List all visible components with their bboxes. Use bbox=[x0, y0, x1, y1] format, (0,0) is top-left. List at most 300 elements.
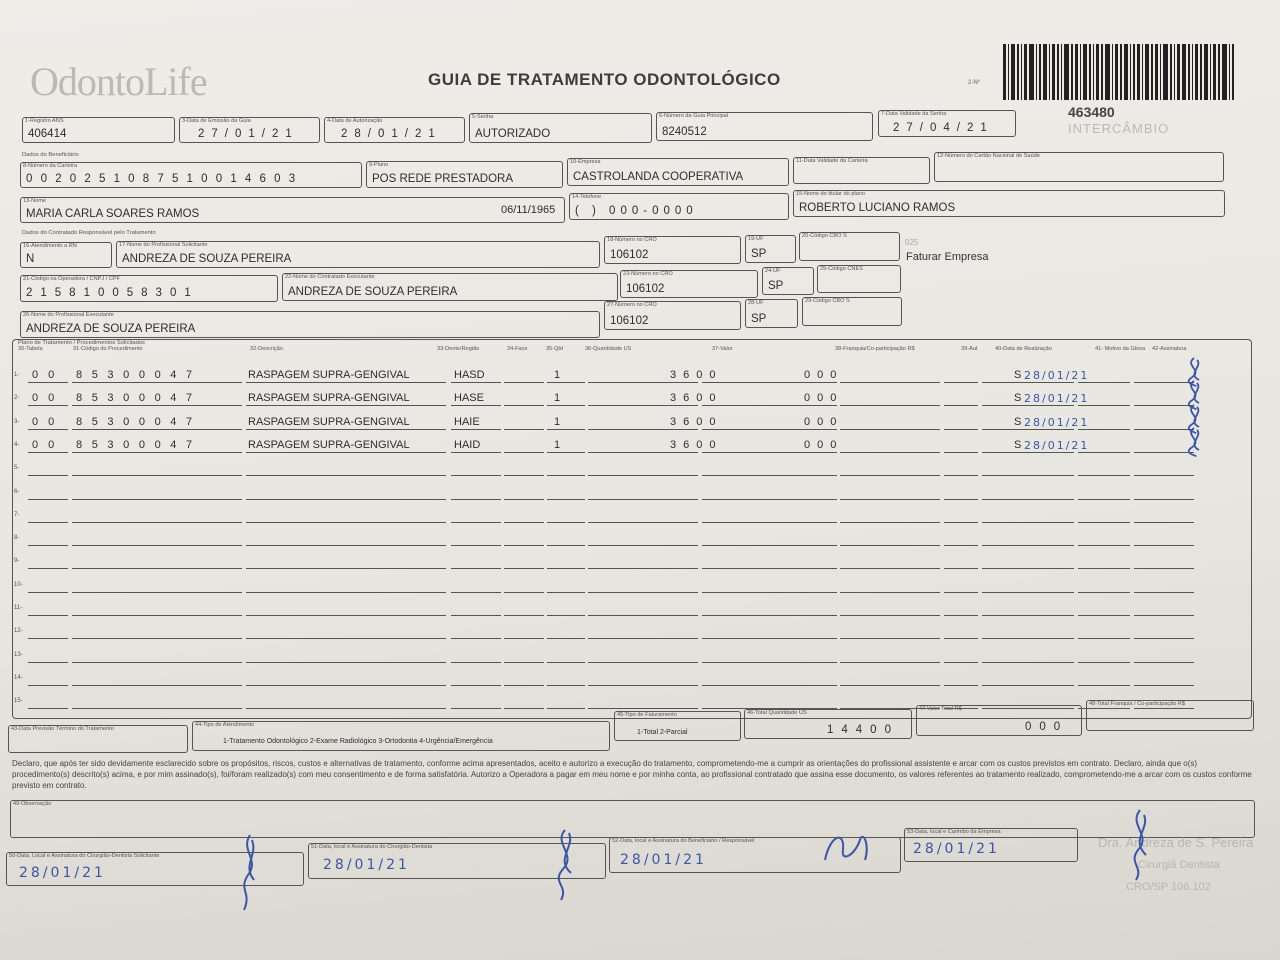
field-value: POS REDE PRESTADORA bbox=[372, 173, 514, 185]
cell-underline bbox=[504, 382, 544, 383]
field-value: SP bbox=[768, 280, 784, 292]
cell-underline bbox=[451, 685, 501, 686]
field-data-autorizacao[interactable] bbox=[324, 117, 465, 143]
field-label: 18-Número no CRO bbox=[607, 237, 657, 243]
guia-number: 463480 bbox=[1068, 104, 1115, 120]
cell-underline bbox=[944, 475, 978, 476]
cell-aut: S bbox=[1014, 438, 1022, 451]
cell-quantidade-us: 3600 bbox=[670, 438, 723, 451]
field-profissional-solicitante[interactable] bbox=[116, 241, 600, 268]
table-row[interactable] bbox=[14, 599, 1249, 619]
table-row[interactable] bbox=[14, 459, 1249, 479]
cell-quantidade-us: 3600 bbox=[670, 415, 723, 428]
field-tipo-faturamento[interactable] bbox=[614, 711, 741, 741]
field-tipo-atendimento[interactable] bbox=[192, 721, 610, 751]
cell-underline bbox=[588, 452, 698, 453]
field-numero-carteira[interactable] bbox=[20, 162, 362, 188]
row-number: 8- bbox=[14, 535, 20, 542]
cell-underline bbox=[1078, 522, 1130, 523]
cell-underline bbox=[702, 475, 837, 476]
field-valor-total[interactable] bbox=[916, 705, 1082, 736]
cell-underline bbox=[588, 522, 698, 523]
cell-aut: S bbox=[1014, 392, 1022, 405]
cell-descricao: RASPAGEM SUPRA-GENGIVAL bbox=[248, 369, 410, 381]
field-value: AUTORIZADO bbox=[475, 128, 551, 140]
cell-underline bbox=[1134, 638, 1194, 639]
cell-underline bbox=[588, 592, 698, 593]
cell-tabela: 00 bbox=[32, 392, 65, 405]
field-value: 27/04/21 bbox=[893, 122, 994, 134]
cell-underline bbox=[840, 405, 940, 406]
company-logo: OdontoLife bbox=[30, 59, 207, 104]
cell-underline bbox=[246, 499, 446, 500]
row-number: 10- bbox=[14, 581, 23, 588]
cell-underline bbox=[1134, 568, 1194, 569]
field-value: SP bbox=[751, 313, 767, 325]
cell-underline bbox=[702, 662, 837, 663]
field-validade-carteira[interactable] bbox=[793, 157, 930, 184]
cell-underline bbox=[588, 382, 698, 383]
cell-descricao: RASPAGEM SUPRA-GENGIVAL bbox=[248, 438, 410, 451]
faturar-empresa-note: Faturar Empresa bbox=[906, 251, 989, 263]
cell-underline bbox=[840, 662, 940, 663]
guia-number-label: 2-Nº bbox=[968, 80, 980, 86]
row-number: 14- bbox=[14, 674, 23, 681]
table-row[interactable] bbox=[14, 389, 1249, 409]
field-label: 9-Plano bbox=[369, 162, 389, 168]
field-empresa[interactable] bbox=[567, 158, 789, 186]
cell-underline bbox=[982, 615, 1074, 616]
row-number: 12- bbox=[14, 628, 23, 635]
field-label: 49-Observação bbox=[13, 801, 52, 807]
cell-underline bbox=[246, 475, 446, 476]
field-label: 44-Tipo de Atendimento bbox=[195, 722, 255, 728]
table-row[interactable] bbox=[14, 436, 1249, 456]
field-label: 24-UF bbox=[765, 268, 781, 274]
cell-tabela: 00 bbox=[32, 415, 65, 428]
field-label: 46-Total Quantidade US bbox=[747, 710, 807, 716]
cell-underline bbox=[702, 429, 837, 430]
cell-qtd: 1 bbox=[554, 392, 561, 405]
field-label: 25-Código CNES bbox=[820, 266, 863, 272]
cell-underline bbox=[28, 382, 68, 383]
cell-underline bbox=[246, 429, 446, 430]
cell-underline bbox=[547, 615, 585, 616]
cell-underline bbox=[702, 545, 837, 546]
cell-underline bbox=[28, 452, 68, 453]
cell-underline bbox=[547, 382, 585, 383]
cell-underline bbox=[982, 685, 1074, 686]
cell-underline bbox=[1134, 522, 1194, 523]
handwritten-date: 28/01/21 bbox=[620, 852, 707, 868]
cell-underline bbox=[1078, 638, 1130, 639]
cell-underline bbox=[72, 592, 242, 593]
cell-underline bbox=[702, 685, 837, 686]
field-label: 29-Código CBO S bbox=[805, 298, 850, 304]
field-label: 21-Código na Operadora / CNPJ / CPF bbox=[23, 276, 121, 282]
col-header-glosa: 41- Motivo da Glosa bbox=[1095, 346, 1146, 352]
cell-underline bbox=[588, 545, 698, 546]
field-uf-executante[interactable] bbox=[762, 267, 814, 295]
table-row[interactable] bbox=[14, 576, 1249, 596]
barcode-image bbox=[1003, 44, 1261, 100]
cell-underline bbox=[504, 452, 544, 453]
section-contratado: Dados do Contratado Responsável pelo Tratamento bbox=[22, 230, 156, 236]
cell-underline bbox=[944, 592, 978, 593]
cell-tabela: 00 bbox=[32, 369, 65, 381]
cell-underline bbox=[28, 592, 68, 593]
cell-underline bbox=[588, 429, 698, 430]
field-label: 12-Número do Cartão Nacional de Saúde bbox=[937, 153, 1040, 159]
field-label: 22-Nome do Contratado Executante bbox=[285, 274, 375, 280]
cell-descricao: RASPAGEM SUPRA-GENGIVAL bbox=[248, 415, 410, 428]
field-cartao-nacional-saude[interactable] bbox=[934, 152, 1224, 182]
cell-underline bbox=[451, 475, 501, 476]
cell-underline bbox=[28, 429, 68, 430]
field-validade-senha[interactable] bbox=[878, 110, 1016, 137]
field-carimbo-empresa[interactable] bbox=[904, 828, 1078, 862]
cell-underline bbox=[1078, 615, 1130, 616]
declaration-text: Declaro, que após ter sido devidamente esclarecido sobre os propósitos, riscos, custos e alternativas de tratamento, conforme acima apresentados, aceito e autorizo a execução do tratamento, comprometendo-me a cumprir as orientações do profissional assistente e arcar com os custos previstos em contrato. Declaro, ainda que o(s) procedimento(s) descrito(s) acima, e por mim assinado(s), foi/foram realizado(s) com meu consentimento e de forma satisfatória. Autorizo a Operadora a pagar em meu nome e por minha conta, ao profissional contratado que assina esse documento, os valores referentes ao tratamento realizado, comprometendo-me a arcar com os custos conforme previsto em contrato. bbox=[12, 759, 1252, 790]
row-number: 2- bbox=[14, 395, 20, 402]
cell-underline bbox=[944, 499, 978, 500]
field-label: 48-Total Franquia / Co-participação R$ bbox=[1089, 701, 1186, 707]
cell-underline bbox=[702, 405, 837, 406]
table-row[interactable] bbox=[14, 646, 1249, 666]
cell-dente: HAID bbox=[454, 438, 481, 451]
cell-dente: HAIE bbox=[454, 415, 480, 428]
field-cnes[interactable] bbox=[817, 265, 901, 293]
cell-underline bbox=[504, 545, 544, 546]
table-row[interactable] bbox=[14, 506, 1249, 526]
cell-underline bbox=[504, 615, 544, 616]
field-label: 23-Número no CRO bbox=[623, 271, 673, 277]
field-value: 28/01/21 bbox=[341, 128, 442, 140]
cell-qtd: 1 bbox=[554, 438, 561, 451]
cell-quantidade-us: 3600 bbox=[670, 392, 723, 405]
field-total-quantidade-us[interactable] bbox=[744, 709, 912, 739]
table-row[interactable] bbox=[14, 529, 1249, 549]
col-header-data-realizacao: 40-Data de Realização bbox=[995, 346, 1052, 352]
cell-underline bbox=[1134, 499, 1194, 500]
cell-underline bbox=[72, 429, 242, 430]
col-header-tabela: 30-Tabela bbox=[18, 346, 43, 352]
row-number: 5- bbox=[14, 465, 20, 472]
cell-underline bbox=[840, 592, 940, 593]
row-number: 4- bbox=[14, 441, 20, 448]
birth-date: 06/11/1965 bbox=[501, 204, 556, 216]
cell-underline bbox=[246, 615, 446, 616]
col-header-qtd-us: 36-Quantidade US bbox=[585, 346, 632, 352]
field-value: 8240512 bbox=[662, 126, 707, 138]
cell-underline bbox=[28, 405, 68, 406]
cell-underline bbox=[72, 382, 242, 383]
cell-underline bbox=[504, 708, 544, 709]
cell-underline bbox=[944, 452, 978, 453]
cell-valor: 000 bbox=[804, 438, 844, 451]
cell-underline bbox=[246, 568, 446, 569]
cell-dente: HASD bbox=[454, 369, 485, 381]
field-label: 1-Registro ANS bbox=[25, 118, 64, 124]
row-number: 13- bbox=[14, 651, 23, 658]
field-label: 16-Atendimento a RN bbox=[23, 243, 77, 249]
field-value: ANDREZA DE SOUZA PEREIRA bbox=[26, 323, 196, 335]
field-options: 1-Total 2-Parcial bbox=[637, 729, 688, 736]
cell-underline bbox=[547, 405, 585, 406]
cell-underline bbox=[504, 638, 544, 639]
field-options: 1-Tratamento Odontológico 2-Exame Radiológico 3-Ortodontia 4-Urgência/Emergência bbox=[223, 738, 493, 745]
cell-underline bbox=[547, 685, 585, 686]
row-number: 9- bbox=[14, 558, 20, 565]
cell-underline bbox=[72, 499, 242, 500]
field-data-emissao[interactable] bbox=[179, 117, 320, 143]
stamp-name: Dra. Andreza de S. Pereira bbox=[1098, 835, 1254, 850]
cell-underline bbox=[504, 405, 544, 406]
cell-qtd: 1 bbox=[554, 415, 561, 428]
field-uf-profissional[interactable] bbox=[745, 299, 798, 328]
field-value: N bbox=[26, 253, 35, 265]
cell-underline bbox=[504, 429, 544, 430]
table-row[interactable] bbox=[14, 552, 1249, 572]
field-titular[interactable] bbox=[793, 190, 1225, 217]
cell-underline bbox=[944, 382, 978, 383]
cell-underline bbox=[451, 638, 501, 639]
cell-underline bbox=[28, 662, 68, 663]
cell-underline bbox=[246, 545, 446, 546]
cell-underline bbox=[702, 382, 837, 383]
cell-underline bbox=[72, 638, 242, 639]
table-row[interactable] bbox=[14, 622, 1249, 642]
field-uf-solicitante[interactable] bbox=[745, 235, 796, 263]
cell-underline bbox=[72, 452, 242, 453]
col-header-assinatura: 42-Assinatura bbox=[1152, 346, 1187, 352]
cell-underline bbox=[1134, 662, 1194, 663]
field-value: ANDREZA DE SOUZA PEREIRA bbox=[288, 286, 458, 298]
cell-underline bbox=[982, 522, 1074, 523]
cell-underline bbox=[982, 592, 1074, 593]
col-header-valor: 37-Valor bbox=[712, 346, 733, 352]
cell-underline bbox=[840, 685, 940, 686]
cell-underline bbox=[72, 708, 242, 709]
cell-underline bbox=[944, 615, 978, 616]
cell-underline bbox=[944, 429, 978, 430]
cell-underline bbox=[1134, 685, 1194, 686]
field-cbo-profissional[interactable] bbox=[802, 297, 902, 326]
cell-underline bbox=[944, 638, 978, 639]
field-label: 5-Senha bbox=[472, 114, 494, 120]
col-header-codigo: 31-Código do Procedimento bbox=[73, 346, 143, 352]
cell-underline bbox=[944, 662, 978, 663]
field-cro-executante[interactable] bbox=[620, 270, 758, 298]
cell-underline bbox=[72, 662, 242, 663]
field-cbo-solicitante[interactable] bbox=[799, 232, 900, 261]
cell-underline bbox=[28, 475, 68, 476]
field-label: 52-Data, local e Assinatura do Beneficiário / Responsável bbox=[612, 838, 755, 844]
field-value: CASTROLANDA COOPERATIVA bbox=[573, 171, 744, 183]
cell-underline bbox=[840, 615, 940, 616]
cell-underline bbox=[840, 382, 940, 383]
cell-underline bbox=[72, 475, 242, 476]
handwritten-date: 28/01/21 bbox=[19, 865, 106, 881]
field-value: 406414 bbox=[28, 128, 67, 140]
cell-underline bbox=[246, 405, 446, 406]
cell-underline bbox=[588, 499, 698, 500]
cell-underline bbox=[72, 685, 242, 686]
field-contratado-executante[interactable] bbox=[282, 273, 618, 301]
cell-quantidade-us: 3600 bbox=[670, 369, 723, 381]
row-number: 7- bbox=[14, 511, 20, 518]
field-cro-solicitante[interactable] bbox=[604, 236, 741, 264]
field-label: 15-Nome do titular do plano bbox=[796, 191, 866, 197]
field-label: 3-Data de Emissão da Guia bbox=[182, 118, 251, 124]
field-label: 11-Data Validade da Carteira bbox=[796, 158, 868, 164]
field-atendimento-rn[interactable] bbox=[20, 242, 112, 268]
field-label: 6-Número da Guia Principal bbox=[659, 113, 729, 119]
cell-underline bbox=[702, 638, 837, 639]
field-cro-profissional[interactable] bbox=[604, 301, 741, 330]
cell-underline bbox=[28, 708, 68, 709]
field-label: 45-Tipo de Faturamento bbox=[617, 712, 677, 718]
field-value: ROBERTO LUCIANO RAMOS bbox=[799, 202, 956, 214]
table-row[interactable] bbox=[14, 669, 1249, 689]
field-label: 10-Empresa bbox=[570, 159, 601, 165]
cell-underline bbox=[702, 615, 837, 616]
field-codigo-operadora[interactable] bbox=[20, 275, 278, 302]
row-number: 6- bbox=[14, 488, 20, 495]
field-label: 43-Data Previsão Término do Tratamento bbox=[11, 726, 114, 732]
field-total-franquia[interactable] bbox=[1086, 700, 1254, 731]
cell-underline bbox=[28, 568, 68, 569]
cell-underline bbox=[1134, 475, 1194, 476]
signature-image bbox=[545, 825, 585, 905]
side-code: 025 bbox=[905, 238, 919, 247]
cell-underline bbox=[451, 499, 501, 500]
field-value: ANDREZA DE SOUZA PEREIRA bbox=[122, 253, 292, 265]
cell-underline bbox=[72, 522, 242, 523]
stamp-title: Cirurgiã Dentista bbox=[1138, 859, 1220, 871]
cell-underline bbox=[451, 662, 501, 663]
cell-underline bbox=[28, 545, 68, 546]
cell-underline bbox=[982, 475, 1074, 476]
cell-qtd: 1 bbox=[554, 369, 561, 381]
field-label: 14-Telefone bbox=[572, 194, 602, 200]
cell-underline bbox=[1078, 592, 1130, 593]
cell-underline bbox=[547, 545, 585, 546]
cell-data-realizacao: 28/01/21 bbox=[1024, 438, 1090, 452]
field-previsao-termino[interactable] bbox=[8, 725, 188, 753]
cell-underline bbox=[982, 405, 1074, 406]
signature-image bbox=[1179, 426, 1209, 458]
cell-underline bbox=[982, 452, 1074, 453]
cell-underline bbox=[702, 452, 837, 453]
field-label: 47-Valor Total R$ bbox=[919, 706, 962, 712]
cell-underline bbox=[28, 685, 68, 686]
field-senha[interactable] bbox=[469, 113, 652, 143]
cell-codigo: 85300047 bbox=[76, 369, 202, 381]
cell-underline bbox=[588, 685, 698, 686]
field-telefone[interactable] bbox=[569, 193, 789, 220]
field-guia-principal[interactable] bbox=[656, 112, 873, 141]
cell-underline bbox=[944, 405, 978, 406]
cell-valor: 000 bbox=[804, 369, 844, 381]
field-plano[interactable] bbox=[366, 161, 563, 188]
cell-underline bbox=[1134, 615, 1194, 616]
cell-underline bbox=[982, 662, 1074, 663]
field-profissional-executante[interactable] bbox=[20, 311, 600, 338]
cell-underline bbox=[588, 662, 698, 663]
cell-underline bbox=[840, 452, 940, 453]
cell-underline bbox=[944, 685, 978, 686]
cell-underline bbox=[1134, 592, 1194, 593]
col-header-face: 34-Face bbox=[507, 346, 528, 352]
table-row[interactable] bbox=[14, 366, 1249, 386]
cell-underline bbox=[547, 568, 585, 569]
cell-underline bbox=[547, 638, 585, 639]
cell-underline bbox=[982, 382, 1074, 383]
table-row[interactable] bbox=[14, 413, 1249, 433]
field-label: 4-Data de Autorização bbox=[327, 118, 383, 124]
cell-valor: 000 bbox=[804, 392, 844, 405]
row-number: 1- bbox=[14, 372, 20, 378]
cell-underline bbox=[504, 475, 544, 476]
cell-underline bbox=[451, 429, 501, 430]
signature-image bbox=[815, 825, 875, 870]
cell-valor: 000 bbox=[804, 415, 844, 428]
cell-underline bbox=[588, 638, 698, 639]
cell-underline bbox=[451, 382, 501, 383]
cell-underline bbox=[840, 522, 940, 523]
cell-underline bbox=[982, 545, 1074, 546]
cell-underline bbox=[504, 522, 544, 523]
field-label: 27-Número no CRO bbox=[607, 302, 657, 308]
field-value: SP bbox=[751, 248, 767, 260]
section-plano: Plano de Tratamento / Procedimentos Solicitados bbox=[18, 340, 145, 346]
cell-underline bbox=[1078, 382, 1130, 383]
field-label: 19-UF bbox=[748, 236, 764, 242]
stamp-cro: CRO/SP 106.102 bbox=[1126, 881, 1211, 893]
cell-data-realizacao: 28/01/21 bbox=[1024, 415, 1090, 429]
cell-underline bbox=[451, 452, 501, 453]
cell-data-realizacao: 28/01/21 bbox=[1024, 369, 1090, 382]
field-value: 106102 bbox=[610, 249, 649, 261]
field-value: 0020251087510014603 bbox=[26, 173, 304, 185]
field-label: 28-UF bbox=[748, 300, 764, 306]
row-number: 3- bbox=[14, 418, 20, 425]
field-label: 51-Data, local e Assinatura do Cirurgião-Dentista bbox=[311, 844, 433, 850]
field-registro-ans[interactable] bbox=[22, 117, 175, 143]
cell-underline bbox=[246, 638, 446, 639]
field-nome[interactable] bbox=[20, 197, 565, 223]
cell-underline bbox=[451, 615, 501, 616]
cell-underline bbox=[451, 568, 501, 569]
cell-underline bbox=[1134, 545, 1194, 546]
cell-underline bbox=[840, 545, 940, 546]
cell-underline bbox=[982, 568, 1074, 569]
table-row[interactable] bbox=[14, 483, 1249, 503]
cell-underline bbox=[28, 615, 68, 616]
cell-underline bbox=[588, 615, 698, 616]
field-label: 53-Data, local e Carimbo da Empresa bbox=[907, 829, 1001, 835]
cell-underline bbox=[28, 522, 68, 523]
cell-underline bbox=[944, 522, 978, 523]
cell-underline bbox=[72, 545, 242, 546]
cell-aut: S bbox=[1014, 415, 1022, 428]
cell-underline bbox=[1078, 475, 1130, 476]
cell-data-realizacao: 28/01/21 bbox=[1024, 392, 1090, 406]
handwritten-date: 28/01/21 bbox=[323, 857, 410, 873]
cell-underline bbox=[840, 568, 940, 569]
cell-underline bbox=[1078, 499, 1130, 500]
